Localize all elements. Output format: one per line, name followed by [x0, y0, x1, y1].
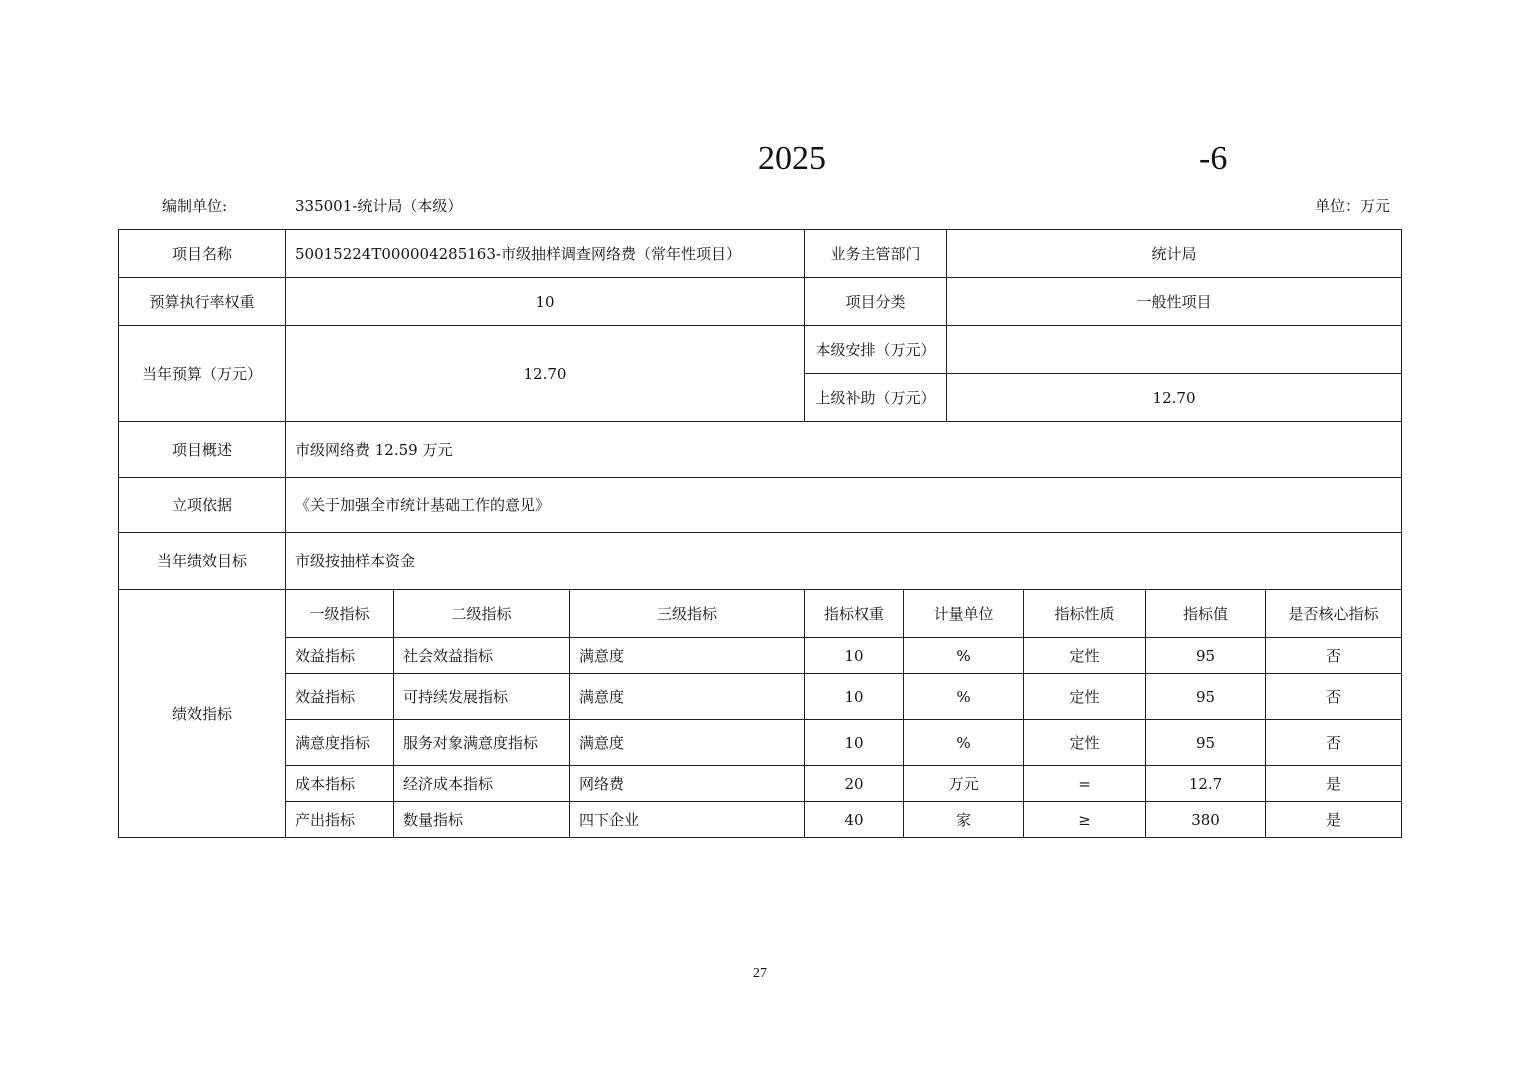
- indicator-level2: 数量指标: [394, 802, 570, 838]
- table-row: [119, 802, 1402, 838]
- indicator-level2: 服务对象满意度指标: [394, 720, 570, 766]
- indicator-header-core: 是否核心指标: [1266, 590, 1402, 638]
- indicator-level1: 成本指标: [286, 766, 394, 802]
- indicator-nature: 定性: [1024, 720, 1146, 766]
- indicator-core: 是: [1266, 766, 1402, 802]
- indicator-header-unit: 计量单位: [904, 590, 1024, 638]
- indicator-core: 否: [1266, 638, 1402, 674]
- indicator-header-level1: 一级指标: [286, 590, 394, 638]
- title-year: 2025: [758, 140, 826, 177]
- indicator-nature: ≥: [1024, 802, 1146, 838]
- budget-value: 12.70: [286, 326, 805, 422]
- budget-label: 当年预算（万元）: [119, 326, 286, 422]
- project-name-row: [119, 230, 1402, 278]
- indicator-section-label: 绩效指标: [119, 590, 286, 838]
- indicator-unit: 万元: [904, 766, 1024, 802]
- indicator-header-value: 指标值: [1146, 590, 1266, 638]
- unit-note: 单位：万元: [1314, 197, 1390, 215]
- indicator-value: 95: [1146, 674, 1266, 720]
- indicator-level2: 可持续发展指标: [394, 674, 570, 720]
- indicator-weight: 10: [805, 638, 904, 674]
- category-label: 项目分类: [805, 278, 947, 326]
- indicator-weight: 20: [805, 766, 904, 802]
- indicator-weight: 10: [805, 674, 904, 720]
- project-name-label: 项目名称: [119, 230, 286, 278]
- dept-label: 业务主管部门: [805, 230, 947, 278]
- indicator-unit: %: [904, 720, 1024, 766]
- indicator-unit: %: [904, 674, 1024, 720]
- indicator-nature: 定性: [1024, 674, 1146, 720]
- indicator-header-level3: 三级指标: [570, 590, 805, 638]
- basis-row: [119, 478, 1402, 533]
- indicator-header-row: [119, 590, 1402, 638]
- indicator-level3: 满意度: [570, 638, 805, 674]
- indicator-weight: 10: [805, 720, 904, 766]
- superior-value: 12.70: [947, 374, 1402, 422]
- indicator-level3: 满意度: [570, 720, 805, 766]
- indicator-level1: 满意度指标: [286, 720, 394, 766]
- project-name-value: 50015224T000004285163-市级抽样调查网络费（常年性项目）: [286, 230, 805, 278]
- indicator-core: 否: [1266, 720, 1402, 766]
- summary-row: [119, 422, 1402, 478]
- table-row: [119, 674, 1402, 720]
- page-number: 27: [753, 966, 767, 981]
- indicator-level1: 效益指标: [286, 674, 394, 720]
- table-row: [119, 638, 1402, 674]
- indicator-level3: 满意度: [570, 674, 805, 720]
- local-value: [947, 326, 1402, 374]
- indicator-level2: 社会效益指标: [394, 638, 570, 674]
- indicator-value: 95: [1146, 638, 1266, 674]
- indicator-level3: 四下企业: [570, 802, 805, 838]
- indicator-core: 否: [1266, 674, 1402, 720]
- summary-label: 项目概述: [119, 422, 286, 478]
- indicator-header-nature: 指标性质: [1024, 590, 1146, 638]
- indicator-level2: 经济成本指标: [394, 766, 570, 802]
- indicator-unit: %: [904, 638, 1024, 674]
- weight-label: 预算执行率权重: [119, 278, 286, 326]
- indicator-header-weight: 指标权重: [805, 590, 904, 638]
- basis-value: 《关于加强全市统计基础工作的意见》: [286, 478, 1402, 533]
- category-value: 一般性项目: [947, 278, 1402, 326]
- goal-label: 当年绩效目标: [119, 533, 286, 590]
- indicator-header-level2: 二级指标: [394, 590, 570, 638]
- org-label: 编制单位:: [162, 197, 228, 215]
- basis-label: 立项依据: [119, 478, 286, 533]
- weight-value: 10: [286, 278, 805, 326]
- indicator-nature: =: [1024, 766, 1146, 802]
- table-row: [119, 720, 1402, 766]
- goal-row: [119, 533, 1402, 590]
- dept-value: 统计局: [947, 230, 1402, 278]
- budget-row: [119, 326, 1402, 374]
- indicator-weight: 40: [805, 802, 904, 838]
- indicator-value: 95: [1146, 720, 1266, 766]
- superior-label: 上级补助（万元）: [805, 374, 947, 422]
- org-value: 335001-统计局（本级）: [295, 197, 463, 215]
- weight-row: [119, 278, 1402, 326]
- indicator-core: 是: [1266, 802, 1402, 838]
- indicator-nature: 定性: [1024, 638, 1146, 674]
- performance-target-table: [118, 229, 1402, 838]
- summary-value: 市级网络费 12.59 万元: [286, 422, 1402, 478]
- title-suffix: -6: [1199, 140, 1228, 177]
- indicator-level1: 效益指标: [286, 638, 394, 674]
- indicator-value: 12.7: [1146, 766, 1266, 802]
- indicator-value: 380: [1146, 802, 1266, 838]
- goal-value: 市级按抽样本资金: [286, 533, 1402, 590]
- indicator-level3: 网络费: [570, 766, 805, 802]
- indicator-level1: 产出指标: [286, 802, 394, 838]
- table-row: [119, 766, 1402, 802]
- indicator-unit: 家: [904, 802, 1024, 838]
- local-label: 本级安排（万元）: [805, 326, 947, 374]
